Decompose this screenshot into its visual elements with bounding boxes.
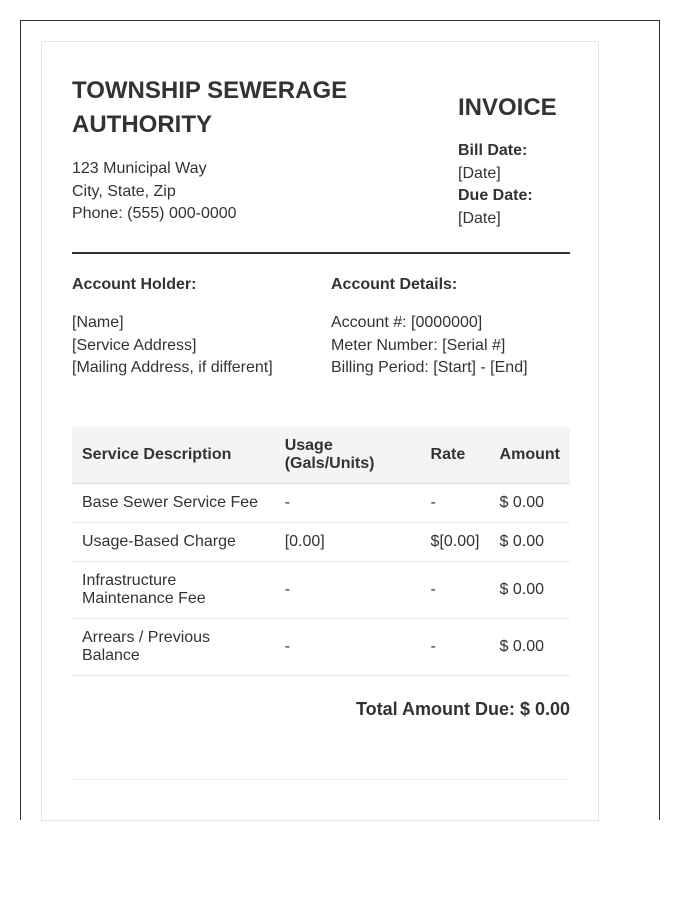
services-table-body — [72, 483, 570, 675]
invoice-document — [41, 41, 599, 821]
row-amount: $ 0.00 — [490, 483, 570, 522]
services-table — [72, 427, 570, 676]
invoice-content — [72, 72, 570, 720]
bill-date-label: Bill Date: — [458, 142, 528, 159]
header-amount: Amount — [490, 427, 570, 484]
invoice-title: INVOICE — [458, 94, 557, 121]
account-holder-mailing-address: [Mailing Address, if different] — [72, 359, 273, 376]
row-usage: [0.00] — [275, 522, 421, 561]
row-usage: - — [275, 483, 421, 522]
due-date-label: Due Date: — [458, 187, 533, 204]
invoice-header — [72, 72, 570, 254]
total-amount-due: Total Amount Due: $ 0.00 — [355, 698, 570, 719]
row-description: Usage-Based Charge — [72, 522, 275, 561]
services-table-head — [72, 427, 570, 484]
row-rate: $[0.00] — [421, 522, 490, 561]
company-phone: Phone: (555) 000-0000 — [72, 205, 237, 222]
account-details-block — [331, 274, 570, 380]
footer-divider — [72, 779, 570, 780]
company-address: 123 Municipal Way — [72, 160, 207, 177]
invoice-meta — [458, 72, 570, 230]
row-description: Arrears / Previous Balance — [72, 618, 275, 675]
account-holder-service-address: [Service Address] — [72, 336, 197, 354]
row-rate: - — [421, 483, 490, 522]
account-details-title: Account Details: — [331, 276, 458, 293]
account-section — [72, 274, 570, 380]
row-description: Base Sewer Service Fee — [72, 483, 275, 522]
due-date-value: [Date] — [458, 209, 501, 227]
row-usage: - — [275, 618, 421, 675]
header-rate: Rate — [421, 427, 490, 484]
row-usage: - — [275, 561, 421, 618]
table-row — [72, 522, 570, 561]
table-row — [72, 561, 570, 618]
row-description: Infrastructure Maintenance Fee — [72, 561, 275, 618]
billing-period: Billing Period: [Start] - [End] — [331, 359, 528, 376]
row-amount: $ 0.00 — [490, 618, 570, 675]
header-usage: Usage (Gals/Units) — [275, 427, 421, 484]
header-row — [72, 427, 570, 484]
account-holder-name: [Name] — [72, 314, 124, 331]
meter-number: Meter Number: [Serial #] — [331, 336, 506, 354]
table-row — [72, 483, 570, 522]
account-holder-block — [72, 274, 331, 380]
company-name: TOWNSHIP SEWERAGE AUTHORITY — [72, 77, 348, 138]
table-row — [72, 618, 570, 675]
bill-date-value: [Date] — [458, 164, 501, 182]
row-rate: - — [421, 618, 490, 675]
row-amount: $ 0.00 — [490, 561, 570, 618]
header-service-description: Service Description — [72, 427, 275, 484]
account-holder-title: Account Holder: — [72, 276, 197, 293]
row-amount: $ 0.00 — [490, 522, 570, 561]
account-number: Account #: [0000000] — [331, 314, 483, 331]
company-block — [72, 72, 362, 226]
company-city-line: City, State, Zip — [72, 182, 176, 200]
row-rate: - — [421, 561, 490, 618]
